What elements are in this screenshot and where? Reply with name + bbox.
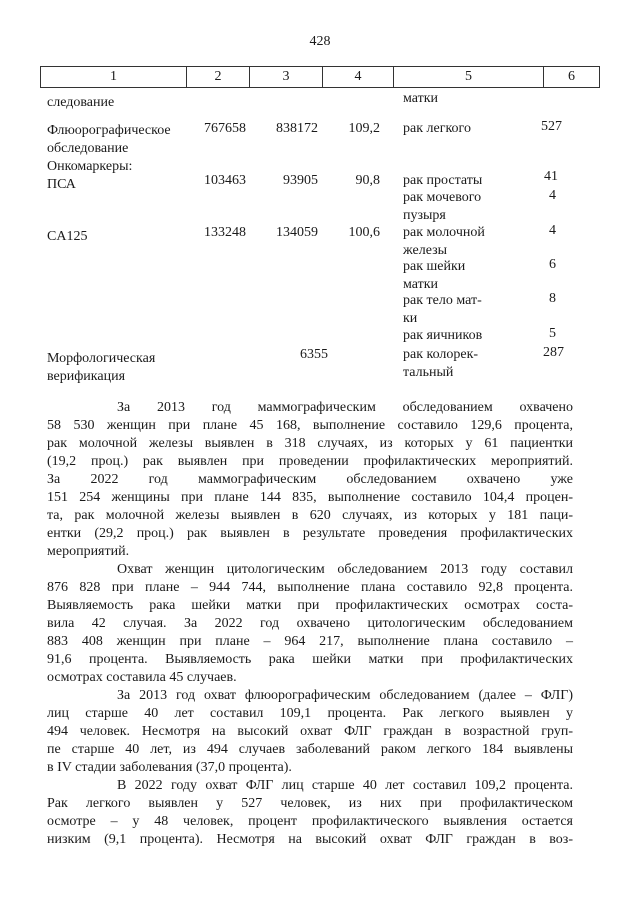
table-cell-value: 90,8: [355, 173, 380, 188]
table-header: [40, 66, 600, 88]
table-cell-indicator: верификация: [47, 369, 126, 384]
text-line: За 2022 год маммографическим обследованием охвачено уже: [47, 472, 573, 487]
table-cell-count: 287: [543, 345, 564, 360]
text-line: Охват женщин цитологическим обследованием 2013 году составил: [117, 562, 573, 577]
table-cell-value: 134059: [276, 225, 318, 240]
table-cell-indicator: ПСА: [47, 177, 76, 192]
text-line: низким (9,1 процента). Несмотря на высокий охват ФЛГ граждан в воз-: [47, 832, 573, 847]
table-cell-cancer-type: пузыря: [403, 208, 446, 223]
table-cell-cancer-type: матки: [403, 91, 439, 106]
table-cell-count: 41: [544, 169, 558, 184]
body-paragraph: [47, 777, 573, 849]
table-cell-value: 93905: [283, 173, 318, 188]
body-paragraph: [47, 561, 573, 687]
text-line: в IV стадии заболевания (37,0 процента).: [47, 760, 292, 775]
table-cell-cancer-type: рак шейки: [403, 259, 466, 274]
table-cell-count: 6: [549, 257, 556, 272]
table-cell-indicator: Онкомаркеры:: [47, 159, 133, 174]
table-cell-cancer-type: ки: [403, 311, 418, 326]
table-cell-count: 5: [549, 326, 556, 341]
text-line: 494 человек. Несмотря на высокий охват ФЛГ граждан в возрастной груп-: [47, 724, 573, 739]
table-cell-value: 109,2: [348, 121, 380, 136]
text-line: 883 408 женщин при плане – 964 217, выполнение плана составило –: [47, 634, 573, 649]
table-cell-value: 838172: [276, 121, 318, 136]
text-line: Выявляемость рака шейки матки при профилактических осмотрах соста-: [47, 598, 573, 613]
text-line: Рак легкого выявлен у 527 человек, из них при профилактическом: [47, 796, 573, 811]
column-header-1: 1: [110, 69, 117, 84]
text-line: осмотрах составила 45 случаев.: [47, 670, 237, 685]
table-cell-indicator: следование: [47, 95, 115, 110]
text-line: рак молочной железы выявлен в 318 случаях, из которых у 61 пациентки: [47, 436, 573, 451]
body-paragraph: [47, 399, 573, 561]
text-line: В 2022 году охват ФЛГ лиц старше 40 лет составил 109,2 процента.: [117, 778, 573, 793]
body-paragraph: [47, 687, 573, 777]
table-cell-cancer-type: рак мочевого: [403, 190, 482, 205]
text-line: За 2013 год охват флюорографическим обследованием (далее – ФЛГ): [117, 688, 573, 703]
column-header-3: 3: [249, 67, 322, 87]
table-cell-value: 6355: [300, 347, 328, 362]
table-cell-cancer-type: матки: [403, 277, 439, 292]
table-cell-cancer-type: рак тело мат-: [403, 293, 482, 308]
table-cell-indicator: CA125: [47, 229, 88, 244]
text-line: 58 530 женщин при плане 45 168, выполнение составило 129,6 процента,: [47, 418, 573, 433]
text-line: 151 254 женщины при плане 144 835, выполнение составило 104,4 процен-: [47, 490, 573, 505]
table-cell-cancer-type: рак молочной: [403, 225, 485, 240]
column-header-2: 2: [186, 67, 249, 87]
text-line: ентки (29,2 проц.) рак выявлен в результате проведения профилактических: [47, 526, 573, 541]
column-header-6: 6: [543, 67, 599, 87]
table-cell-count: 8: [549, 291, 556, 306]
table-cell-cancer-type: рак яичников: [403, 328, 483, 343]
table-cell-cancer-type: рак простаты: [403, 173, 483, 188]
table-cell-indicator: Морфологическая: [47, 351, 156, 366]
table-cell-value: 133248: [204, 225, 246, 240]
page-number: 428: [309, 34, 331, 49]
table-cell-indicator: Флюорографическое: [47, 123, 171, 138]
table-cell-count: 4: [549, 188, 556, 203]
table-cell-cancer-type: рак колорек-: [403, 347, 479, 362]
text-line: 876 828 при плане – 944 744, выполнение плана составило 92,8 процента.: [47, 580, 573, 595]
text-line: мероприятий.: [47, 544, 130, 559]
table-cell-value: 103463: [204, 173, 246, 188]
text-line: За 2013 год маммографическим обследованием охвачено: [117, 400, 573, 415]
column-header-5: 5: [393, 67, 543, 87]
text-line: (19,2 проц.) рак выявлен при проведении профилактических мероприятий.: [47, 454, 573, 469]
table-cell-cancer-type: тальный: [403, 365, 454, 380]
table-cell-value: 767658: [204, 121, 246, 136]
column-header-4: 4: [322, 67, 393, 87]
text-line: лиц старше 40 лет составил 109,1 процента. Рак легкого выявлен у: [47, 706, 573, 721]
text-line: осмотре – у 48 человек, процент профилактического выявления остается: [47, 814, 573, 829]
table-cell-cancer-type: железы: [403, 243, 448, 258]
table-cell-cancer-type: рак легкого: [403, 121, 471, 136]
text-line: пе старше 40 лет, из 494 случаев заболеваний раком легкого 184 выявлены: [47, 742, 573, 757]
text-line: вила 42 случая. За 2022 год охвачено цитологическим обследованием: [47, 616, 573, 631]
table-cell-count: 4: [549, 223, 556, 238]
table-cell-indicator: обследование: [47, 141, 129, 156]
table-cell-value: 100,6: [348, 225, 380, 240]
text-line: 91,6 процента. Выявляемость рака шейки матки при профилактических: [47, 652, 573, 667]
table-cell-count: 527: [541, 119, 562, 134]
text-line: та, рак молочной железы выявлен в 620 случаях, из которых у 181 паци-: [47, 508, 573, 523]
